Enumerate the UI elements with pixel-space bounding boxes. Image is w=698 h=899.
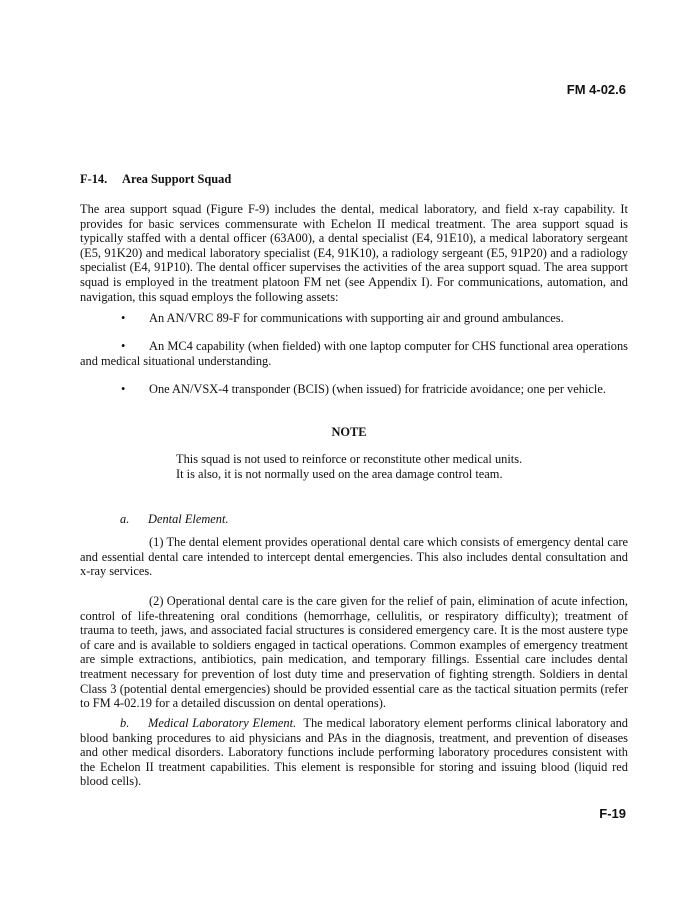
- subsection-letter: b.: [120, 716, 130, 730]
- bullet-text: An AN/VRC 89-F for communications with supporting air and ground ambulances.: [149, 311, 564, 325]
- bullet-text: One AN/VSX-4 transponder (BCIS) (when issued) for fratricide avoidance; one per vehicle.: [149, 382, 606, 396]
- section-number: F-14.: [80, 172, 108, 186]
- bullet-icon: •: [121, 382, 126, 396]
- note-title: NOTE: [331, 425, 367, 439]
- note-body: [176, 452, 576, 481]
- section-title: Area Support Squad: [122, 172, 232, 186]
- subsection-letter: a.: [120, 512, 130, 526]
- note-line: It is also, it is not normally used on the area damage control team.: [176, 466, 503, 481]
- subsection-title: Dental Element.: [148, 512, 229, 526]
- dental-subheading: [80, 512, 628, 527]
- section-heading: [80, 172, 628, 187]
- bullet-item: [80, 382, 628, 397]
- intro-paragraph: The area support squad (Figure F-9) includes the dental, medical laboratory, and field x-ray capability. It provides for basic services commensurate with Echelon II medical treatment. The area support squad is typically staffed with a dental officer (63A00), a dental specialist (E4, 91E10), a medical laboratory sergeant (E5, 91K20) and medical laboratory specialist (E4, 91K10), a radiology sergeant (E5, 91P20) and a radiology specialist (E4, 91P10). The dental officer supervises the activities of the area support squad. The area support squad is employed in the treatment platoon FM net (see Appendix I). For communications, automation, and navigation, this squad employs the following assets:: [80, 202, 628, 304]
- note-line: This squad is not used to reinforce or reconstitute other medical units.: [176, 452, 523, 466]
- bullet-icon: •: [121, 339, 126, 353]
- lab-text: The medical laboratory element performs clinical laboratory and blood banking procedures to aid physicians and PAs in the diagnosis, treatment, and prevention of diseases and other medical disorders. Laboratory functions include performing laboratory procedures consistent with the Echelon II treatment capabilities. This element is responsible for storing and issuing blood (liquid red blood cells).: [80, 716, 628, 789]
- dental-paragraph-2: (2) Operational dental care is the care given for the relief of pain, elimination of acute infection, control of life-threatening oral conditions (hemorrhage, cellulitis, or respiratory difficulty); treatment of trauma to teeth, jaws, and associated facial structures is considered emergency care. It is the most austere type of care and is available to soldiers engaged in tactical operations. Common examples of emergency treatment are simple extractions, antibiotics, pain medication, and temporary fillings. Essential care includes dental treatment necessary for prevention of lost duty time and preservation of fighting strength. Soldiers in dental Class 3 (potential dental emergencies) should be provided essential care as the tactical situation permits (refer to FM 4-02.19 for a detailed discussion on dental operations).: [80, 594, 628, 711]
- bullet-text: An MC4 capability (when fielded) with one laptop computer for CHS functional area operations and medical situational understanding.: [80, 339, 628, 368]
- lab-paragraph: [80, 716, 628, 789]
- bullet-item: [80, 311, 628, 326]
- bullet-icon: •: [121, 311, 126, 325]
- header-doc-code: FM 4-02.6: [566, 82, 626, 97]
- subsection-title: Medical Laboratory Element.: [148, 716, 297, 730]
- bullet-item: [80, 339, 628, 368]
- dental-paragraph-1: (1) The dental element provides operational dental care which consists of emergency dental care and essential dental care intended to intercept dental emergencies. This also includes dental consultation and x-ray services.: [80, 535, 628, 579]
- page-number: F-19: [599, 806, 626, 821]
